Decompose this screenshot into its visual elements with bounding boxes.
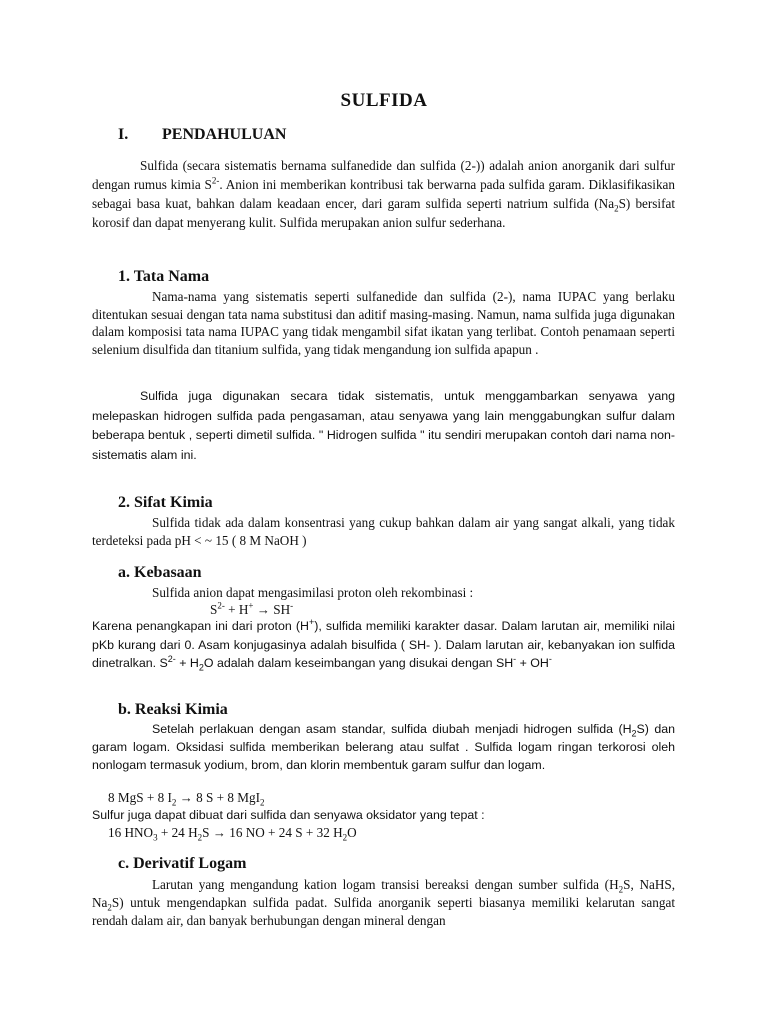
reaksi-line-2: Sulfur juga dapat dibuat dari sulfida dan senyawa oksidator yang tepat : — [92, 808, 485, 822]
tata-nama-paragraph-1: Nama-nama yang sistematis seperti sulfanedide dan sulfida (2-), nama IUPAC yang berlaku ditentukan sesuai dengan tata nama substitusi dan aditif masing-masing. Namun, nama sulfida juga digunakan dalam komposisi tata nama IUPAC yang tidak mengambil sifat ikatan yang terlibat. Contoh penamaan seperti selenium disulfida dan titanium sulfida, yang tidak mengandung ion sulfida apapun . — [92, 289, 675, 357]
section-number: I. — [118, 126, 129, 143]
sifat-kimia-paragraph: Sulfida tidak ada dalam konsentrasi yang cukup bahkan dalam air yang sangat alkali, yang tidak terdeteksi pada pH < ~ 15 ( 8 M NaOH ) — [92, 515, 675, 548]
reaksi-equation-1: 8 MgS + 8 $I_2 \to 8$ S + 8 MgI$_2$ — [108, 790, 265, 808]
document-title: SULFIDA — [340, 90, 428, 111]
derivatif-paragraph: Larutan yang mengandung kation logam transisi bereaksi dengan sumber sulfida ($H_2S$, NaHS, $Na_2S$) untuk mengendapkan sulfida padat. Sulfida anorganik seperti biasanya memiliki kelarutan sangat rendah dalam air, dan banyak berhubungan dengan mineral dengan — [92, 877, 675, 928]
tata-nama-paragraph-2: Sulfida juga digunakan secara tidak sistematis, untuk menggambarkan senyawa yang melepaskan hidrogen sulfida pada pengasaman, atau senyawa yang lain menggabungkan sulfur dalam beberapa bentuk , seperti dimetil sulfida. " Hidrogen sulfida " itu sendiri merupakan contoh dari nama non-sistematis alam ini. — [92, 389, 675, 462]
sifat-kimia-heading: 2. Sifat Kimia — [118, 494, 213, 511]
kebasaan-heading: a. Kebasaan — [118, 564, 202, 581]
kebasaan-equation: $S^{2-} + H^+ \to SH^-$ — [210, 600, 294, 617]
reaksi-equation-2: 16 $HNO_3 + 24$ $H_2S \to 16$ NO + 24 S + 32 $H_2O$ — [108, 825, 357, 843]
intro-paragraph: Sulfida (secara sistematis bernama sulfanedide dan sulfida (2-)) adalah anion anorganik dari sulfur dengan rumus kimia $S^{2-}$. Anion ini memberikan kontribusi tak berwarna pada sulfida garam. Diklasifikasikan sebagai basa kuat, bahkan dalam keadaan encer, dari garam sulfida seperti natrium sulfida $(Na_2S)$ bersifat korosif dan dapat menyerang kulit. Sulfida merupakan anion sulfur sederhana. — [92, 158, 675, 230]
kebasaan-paragraph: Karena penangkapan ini dari proton (H+), sulfida memiliki karakter dasar. Dalam larutan air, memiliki nilai pKb kurang dari 0. Asam konjugasinya adalah bisulfida ( SH- ). Dalam larutan air, kebanyakan ion sulfida dinetralkan. $S^{2-} + H_2O$ adalah dalam keseimbangan yang disukai dengan SH- + OH- — [92, 616, 676, 673]
derivatif-heading: c. Derivatif Logam — [118, 855, 247, 872]
reaksi-kimia-heading: b. Reaksi Kimia — [118, 701, 228, 718]
tata-nama-heading: 1. Tata Nama — [118, 268, 210, 285]
section-heading: PENDAHULUAN — [162, 126, 287, 143]
reaksi-kimia-paragraph: Setelah perlakuan dengan asam standar, sulfida diubah menjadi hidrogen sulfida $(H_2S)$ dan garam logam. Oksidasi sulfida memberikan belerang atau sulfat . Sulfida logam ringan terkorosi oleh nonlogam termasuk yodium, brom, dan klorin membentuk garam sulfur dan logam. — [92, 722, 675, 772]
kebasaan-intro-line: Sulfida anion dapat mengasimilasi proton oleh rekombinasi : — [152, 585, 474, 600]
